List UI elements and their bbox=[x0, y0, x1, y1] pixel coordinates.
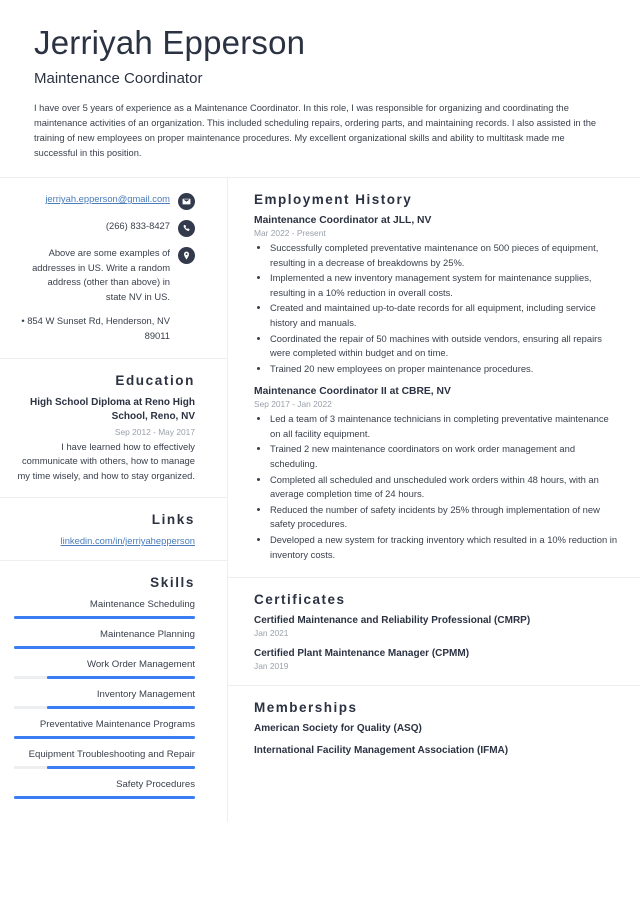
link-item[interactable]: linkedin.com/in/jerriyahepperson bbox=[60, 535, 195, 547]
skill-progress-track bbox=[14, 766, 195, 769]
skill-item bbox=[14, 628, 195, 649]
skill-progress-track bbox=[14, 616, 195, 619]
resume-body bbox=[0, 178, 640, 822]
job-bullets bbox=[254, 241, 618, 376]
skill-label: Maintenance Planning bbox=[100, 629, 195, 641]
address-note-value: Above are some examples of addresses in US. Write a random address (other than above) in state NV in US. bbox=[32, 247, 170, 302]
certificate-date: Jan 2021 bbox=[254, 628, 289, 639]
skills-section bbox=[0, 561, 227, 821]
job-bullet: • Led a team of 3 maintenance technicians in completing preventative maintenance on all facility equipment. bbox=[270, 412, 618, 441]
skill-progress-track bbox=[14, 796, 195, 799]
skill-progress-track bbox=[14, 736, 195, 739]
certificates-section bbox=[228, 578, 640, 686]
phone-icon bbox=[178, 220, 195, 237]
skill-progress-fill bbox=[14, 646, 195, 649]
job-title-subheading: Maintenance Coordinator bbox=[34, 69, 203, 87]
links-heading: Links bbox=[151, 512, 195, 528]
job-bullets bbox=[254, 412, 618, 562]
contact-row-phone[interactable] bbox=[14, 219, 195, 237]
skill-progress-fill bbox=[47, 706, 195, 709]
job-bullet: • Trained 20 new employees on proper maintenance procedures. bbox=[270, 362, 618, 377]
skill-label: Work Order Management bbox=[86, 659, 195, 671]
skill-item bbox=[14, 748, 195, 769]
certificate-date: Jan 2019 bbox=[254, 661, 289, 672]
job-bullet: • Implemented a new inventory management system for maintenance supplies, resulting in a 10% reduction in overall costs. bbox=[270, 271, 618, 300]
skills-heading: Skills bbox=[150, 575, 195, 591]
memberships-list bbox=[254, 723, 618, 756]
certificates-list bbox=[254, 615, 618, 671]
job-bullet: • Coordinated the repair of 50 machines with outside vendors, ensuring all repairs were completed within budget and on time. bbox=[270, 332, 618, 361]
job-role: Maintenance Coordinator at JLL, NV bbox=[254, 215, 432, 227]
contact-section bbox=[0, 178, 227, 358]
skill-progress-fill bbox=[14, 736, 195, 739]
sidebar-column bbox=[0, 178, 228, 822]
job-bullet: • Created and maintained up-to-date records for all equipment, including service history and manuals. bbox=[270, 301, 618, 330]
job-entry bbox=[254, 215, 618, 376]
skill-progress-fill bbox=[14, 616, 195, 619]
envelope-icon bbox=[178, 193, 195, 210]
job-entry bbox=[254, 386, 618, 562]
memberships-heading: Memberships bbox=[254, 700, 358, 716]
certificate-entry bbox=[254, 615, 618, 638]
email-value[interactable]: jerriyah.epperson@gmail.com bbox=[45, 193, 170, 205]
job-bullet: • Successfully completed preventative maintenance on 500 pieces of equipment, resulting in a decrease of breakdowns by 25%. bbox=[270, 241, 618, 270]
skill-label: Safety Procedures bbox=[116, 778, 195, 790]
skill-progress-track bbox=[14, 676, 195, 679]
skill-label: Maintenance Scheduling bbox=[89, 599, 195, 611]
memberships-section bbox=[228, 686, 640, 770]
skill-progress-fill bbox=[47, 766, 195, 769]
location-pin-icon bbox=[178, 247, 195, 264]
membership-item: International Facility Management Association (IFMA) bbox=[254, 745, 509, 757]
resume-header bbox=[0, 0, 640, 177]
skill-item bbox=[14, 598, 195, 619]
certificate-name: Certified Plant Maintenance Manager (CPMM) bbox=[254, 648, 470, 660]
contact-row-email[interactable] bbox=[14, 192, 195, 210]
skill-progress-track bbox=[14, 646, 195, 649]
skill-item bbox=[14, 778, 195, 799]
job-date: Sep 2017 - Jan 2022 bbox=[254, 399, 332, 410]
contact-row-address-note bbox=[14, 246, 195, 304]
skill-item bbox=[14, 658, 195, 679]
skill-progress-fill bbox=[47, 676, 195, 679]
skill-label: Equipment Troubleshooting and Repair bbox=[28, 748, 195, 760]
main-column bbox=[228, 178, 640, 822]
membership-item: American Society for Quality (ASQ) bbox=[254, 723, 422, 735]
education-heading: Education bbox=[115, 372, 195, 388]
professional-summary: I have over 5 years of experience as a Maintenance Coordinator. In this role, I was responsible for organizing and coordinating the maintenance activities of an organization. This included scheduling repairs, ordering parts, and maintaining records. I also assisted in the training of new employees on proper maintenance procedures. My excellent organizational skills and ability to multitask made me successful in this position. bbox=[34, 102, 597, 159]
job-date: Mar 2022 - Present bbox=[254, 228, 326, 239]
certificate-entry bbox=[254, 648, 618, 671]
certificate-name: Certified Maintenance and Reliability Professional (CMRP) bbox=[254, 615, 531, 627]
links-section bbox=[0, 498, 227, 561]
skill-progress-fill bbox=[14, 796, 195, 799]
education-description: I have learned how to effectively communicate with others, how to manage my time wisely, and how to stay organized. bbox=[17, 440, 195, 481]
education-section bbox=[0, 359, 227, 499]
job-bullet: • Developed a new system for tracking inventory which resulted in a 10% reduction in inventory costs. bbox=[270, 533, 618, 562]
job-bullet: • Reduced the number of safety incidents by 25% through implementation of new safety procedures. bbox=[270, 503, 618, 532]
job-bullet: • Trained 2 new maintenance coordinators on work order management and scheduling. bbox=[270, 442, 618, 471]
skill-progress-track bbox=[14, 706, 195, 709]
skill-label: Preventative Maintenance Programs bbox=[39, 718, 195, 730]
address-line: • 854 W Sunset Rd, Henderson, NV 89011 bbox=[21, 315, 170, 342]
job-bullet: • Completed all scheduled and unscheduled work orders within 48 hours, with an average completion time of 24 hours. bbox=[270, 473, 618, 502]
skill-item bbox=[14, 718, 195, 739]
certificates-heading: Certificates bbox=[254, 592, 346, 608]
education-date: Sep 2012 - May 2017 bbox=[114, 426, 195, 437]
job-role: Maintenance Coordinator II at CBRE, NV bbox=[254, 386, 451, 398]
skills-list bbox=[14, 598, 195, 798]
employment-history-section bbox=[228, 178, 640, 578]
page-title: Jerriyah Epperson bbox=[34, 24, 306, 61]
skill-item bbox=[14, 688, 195, 709]
skill-label: Inventory Management bbox=[96, 689, 195, 701]
phone-value: (266) 833-8427 bbox=[105, 220, 170, 232]
jobs-list bbox=[254, 215, 618, 562]
employment-history-heading: Employment History bbox=[254, 192, 413, 208]
education-degree: High School Diploma at Reno High School, Reno, NV bbox=[30, 396, 195, 423]
